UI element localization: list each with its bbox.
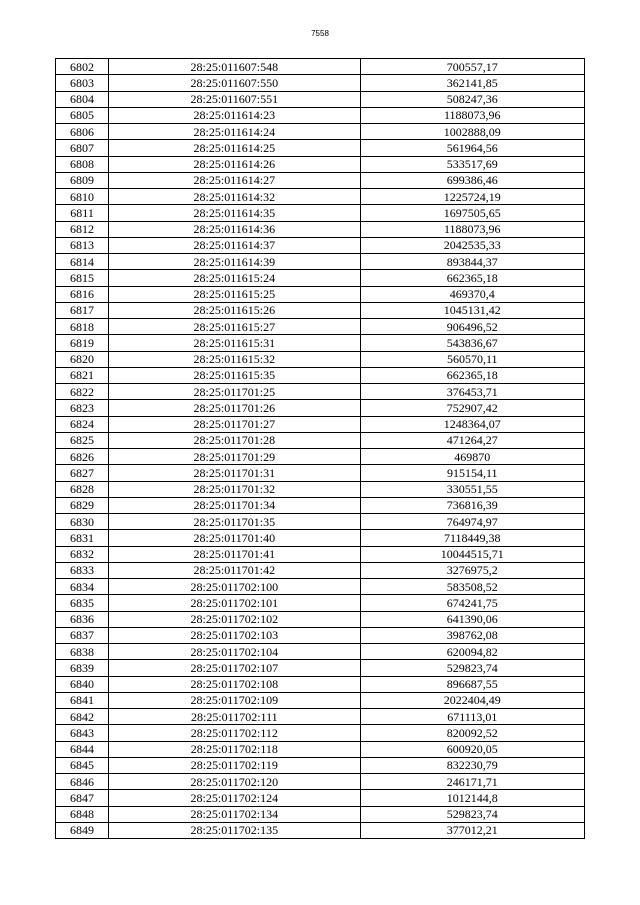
- cadastral-number-cell: 28:25:011701:35: [109, 514, 360, 530]
- cadastral-number-cell: 28:25:011614:35: [109, 205, 360, 221]
- cadastral-number-cell: 28:25:011701:26: [109, 400, 360, 416]
- cadastral-value-cell: 330551,55: [360, 481, 584, 497]
- cadastral-number-cell: 28:25:011614:36: [109, 221, 360, 237]
- row-number-cell: 6806: [56, 124, 109, 140]
- table-row: [56, 676, 585, 692]
- table-row: [56, 806, 585, 822]
- table-row: [56, 400, 585, 416]
- table-row: [56, 140, 585, 156]
- cadastral-value-cell: 7118449,38: [360, 530, 584, 546]
- table-row: [56, 595, 585, 611]
- table-row: [56, 660, 585, 676]
- cadastral-value-cell: 469370,4: [360, 286, 584, 302]
- table-row: [56, 611, 585, 627]
- row-number-cell: 6821: [56, 367, 109, 383]
- table-row: [56, 481, 585, 497]
- cadastral-value-cell: 820092,52: [360, 725, 584, 741]
- table-row: [56, 107, 585, 123]
- row-number-cell: 6807: [56, 140, 109, 156]
- row-number-cell: 6812: [56, 221, 109, 237]
- cadastral-number-cell: 28:25:011607:550: [109, 75, 360, 91]
- table-row: [56, 774, 585, 790]
- table-row: [56, 627, 585, 643]
- cadastral-number-cell: 28:25:011701:29: [109, 449, 360, 465]
- cadastral-number-cell: 28:25:011615:27: [109, 319, 360, 335]
- cadastral-value-cell: 362141,85: [360, 75, 584, 91]
- cadastral-number-cell: 28:25:011614:24: [109, 124, 360, 140]
- cadastral-number-cell: 28:25:011702:109: [109, 692, 360, 708]
- row-number-cell: 6827: [56, 465, 109, 481]
- cadastral-number-cell: 28:25:011607:551: [109, 91, 360, 107]
- table-row: [56, 319, 585, 335]
- cadastral-number-cell: 28:25:011614:25: [109, 140, 360, 156]
- row-number-cell: 6822: [56, 384, 109, 400]
- table-row: [56, 725, 585, 741]
- cadastral-value-cell: 471264,27: [360, 432, 584, 448]
- table-row: [56, 335, 585, 351]
- row-number-cell: 6835: [56, 595, 109, 611]
- cadastral-value-cell: 893844,37: [360, 254, 584, 270]
- row-number-cell: 6845: [56, 757, 109, 773]
- row-number-cell: 6819: [56, 335, 109, 351]
- cadastral-value-cell: 662365,18: [360, 270, 584, 286]
- cadastral-value-cell: 700557,17: [360, 59, 584, 75]
- table-row: [56, 189, 585, 205]
- row-number-cell: 6840: [56, 676, 109, 692]
- row-number-cell: 6842: [56, 709, 109, 725]
- row-number-cell: 6803: [56, 75, 109, 91]
- page-number: 7558: [311, 29, 329, 38]
- cadastral-number-cell: 28:25:011702:102: [109, 611, 360, 627]
- cadastral-value-cell: 641390,06: [360, 611, 584, 627]
- cadastral-value-cell: 529823,74: [360, 806, 584, 822]
- row-number-cell: 6813: [56, 237, 109, 253]
- row-number-cell: 6823: [56, 400, 109, 416]
- table-row: [56, 205, 585, 221]
- table-row: [56, 514, 585, 530]
- cadastral-value-cell: 1012144,8: [360, 790, 584, 806]
- cadastral-value-cell: 1697505,65: [360, 205, 584, 221]
- table-row: [56, 449, 585, 465]
- row-number-cell: 6830: [56, 514, 109, 530]
- cadastral-number-cell: 28:25:011615:24: [109, 270, 360, 286]
- cadastral-value-cell: 764974,97: [360, 514, 584, 530]
- row-number-cell: 6844: [56, 741, 109, 757]
- cadastral-value-cell: 560570,11: [360, 351, 584, 367]
- cadastral-value-cell: 736816,39: [360, 497, 584, 513]
- cadastral-number-cell: 28:25:011702:112: [109, 725, 360, 741]
- cadastral-number-cell: 28:25:011615:31: [109, 335, 360, 351]
- table-row: [56, 432, 585, 448]
- cadastral-value-cell: 376453,71: [360, 384, 584, 400]
- table-row: [56, 546, 585, 562]
- cadastral-value-cell: 1002888,09: [360, 124, 584, 140]
- cadastral-number-cell: 28:25:011701:34: [109, 497, 360, 513]
- table-row: [56, 741, 585, 757]
- table-row: [56, 91, 585, 107]
- cadastral-number-cell: 28:25:011701:41: [109, 546, 360, 562]
- table-body: [56, 59, 585, 839]
- table-row: [56, 790, 585, 806]
- cadastral-number-cell: 28:25:011701:28: [109, 432, 360, 448]
- table-row: [56, 59, 585, 75]
- table-row: [56, 124, 585, 140]
- row-number-cell: 6805: [56, 107, 109, 123]
- cadastral-value-cell: 671113,01: [360, 709, 584, 725]
- cadastral-number-cell: 28:25:011614:39: [109, 254, 360, 270]
- table-row: [56, 709, 585, 725]
- row-number-cell: 6833: [56, 562, 109, 578]
- cadastral-value-cell: 508247,36: [360, 91, 584, 107]
- row-number-cell: 6841: [56, 692, 109, 708]
- table-row: [56, 75, 585, 91]
- table-row: [56, 562, 585, 578]
- row-number-cell: 6816: [56, 286, 109, 302]
- row-number-cell: 6837: [56, 627, 109, 643]
- cadastral-number-cell: 28:25:011614:26: [109, 156, 360, 172]
- table-row: [56, 757, 585, 773]
- cadastral-number-cell: 28:25:011701:40: [109, 530, 360, 546]
- table-row: [56, 644, 585, 660]
- cadastral-value-cell: 1188073,96: [360, 107, 584, 123]
- row-number-cell: 6829: [56, 497, 109, 513]
- cadastral-value-cell: 1225724,19: [360, 189, 584, 205]
- row-number-cell: 6847: [56, 790, 109, 806]
- cadastral-value-cell: 543836,67: [360, 335, 584, 351]
- cadastral-number-cell: 28:25:011702:120: [109, 774, 360, 790]
- row-number-cell: 6846: [56, 774, 109, 790]
- cadastral-value-cell: 699386,46: [360, 172, 584, 188]
- row-number-cell: 6825: [56, 432, 109, 448]
- cadastral-number-cell: 28:25:011702:118: [109, 741, 360, 757]
- row-number-cell: 6817: [56, 302, 109, 318]
- cadastral-value-cell: 752907,42: [360, 400, 584, 416]
- cadastral-value-cell: 3276975,2: [360, 562, 584, 578]
- cadastral-value-cell: 662365,18: [360, 367, 584, 383]
- cadastral-value-cell: 529823,74: [360, 660, 584, 676]
- cadastral-number-cell: 28:25:011702:124: [109, 790, 360, 806]
- cadastral-value-cell: 2022404,49: [360, 692, 584, 708]
- row-number-cell: 6814: [56, 254, 109, 270]
- cadastral-number-cell: 28:25:011701:42: [109, 562, 360, 578]
- table-row: [56, 530, 585, 546]
- cadastral-number-cell: 28:25:011702:134: [109, 806, 360, 822]
- table-row: [56, 302, 585, 318]
- cadastral-number-cell: 28:25:011702:104: [109, 644, 360, 660]
- table-row: [56, 497, 585, 513]
- cadastral-value-cell: 906496,52: [360, 319, 584, 335]
- cadastral-value-cell: 896687,55: [360, 676, 584, 692]
- table-row: [56, 156, 585, 172]
- row-number-cell: 6832: [56, 546, 109, 562]
- cadastral-number-cell: 28:25:011614:32: [109, 189, 360, 205]
- cadastral-number-cell: 28:25:011607:548: [109, 59, 360, 75]
- table-row: [56, 254, 585, 270]
- table-row: [56, 221, 585, 237]
- row-number-cell: 6848: [56, 806, 109, 822]
- table-row: [56, 692, 585, 708]
- table-row: [56, 270, 585, 286]
- cadastral-number-cell: 28:25:011702:108: [109, 676, 360, 692]
- cadastral-number-cell: 28:25:011701:31: [109, 465, 360, 481]
- row-number-cell: 6824: [56, 416, 109, 432]
- cadastral-number-cell: 28:25:011615:25: [109, 286, 360, 302]
- row-number-cell: 6834: [56, 579, 109, 595]
- cadastral-value-cell: 561964,56: [360, 140, 584, 156]
- cadastral-number-cell: 28:25:011615:35: [109, 367, 360, 383]
- row-number-cell: 6811: [56, 205, 109, 221]
- cadastral-number-cell: 28:25:011702:119: [109, 757, 360, 773]
- row-number-cell: 6836: [56, 611, 109, 627]
- row-number-cell: 6808: [56, 156, 109, 172]
- table-row: [56, 367, 585, 383]
- cadastral-number-cell: 28:25:011614:37: [109, 237, 360, 253]
- cadastral-value-cell: 469870: [360, 449, 584, 465]
- row-number-cell: 6831: [56, 530, 109, 546]
- table-row: [56, 384, 585, 400]
- cadastral-number-cell: 28:25:011701:27: [109, 416, 360, 432]
- cadastral-value-cell: 1248364,07: [360, 416, 584, 432]
- table-row: [56, 465, 585, 481]
- table-row: [56, 579, 585, 595]
- cadastral-value-table: [55, 58, 585, 839]
- cadastral-value-cell: 533517,69: [360, 156, 584, 172]
- cadastral-value-cell: 583508,52: [360, 579, 584, 595]
- row-number-cell: 6839: [56, 660, 109, 676]
- row-number-cell: 6818: [56, 319, 109, 335]
- cadastral-value-cell: 1045131,42: [360, 302, 584, 318]
- cadastral-value-cell: 915154,11: [360, 465, 584, 481]
- cadastral-value-cell: 1188073,96: [360, 221, 584, 237]
- cadastral-value-cell: 674241,75: [360, 595, 584, 611]
- cadastral-number-cell: 28:25:011615:32: [109, 351, 360, 367]
- table-row: [56, 416, 585, 432]
- row-number-cell: 6820: [56, 351, 109, 367]
- cadastral-value-cell: 2042535,33: [360, 237, 584, 253]
- row-number-cell: 6809: [56, 172, 109, 188]
- cadastral-value-cell: 620094,82: [360, 644, 584, 660]
- cadastral-value-cell: 246171,71: [360, 774, 584, 790]
- cadastral-number-cell: 28:25:011615:26: [109, 302, 360, 318]
- row-number-cell: 6804: [56, 91, 109, 107]
- cadastral-number-cell: 28:25:011701:32: [109, 481, 360, 497]
- cadastral-value-cell: 10044515,71: [360, 546, 584, 562]
- row-number-cell: 6838: [56, 644, 109, 660]
- cadastral-value-cell: 377012,21: [360, 822, 584, 838]
- cadastral-number-cell: 28:25:011702:100: [109, 579, 360, 595]
- row-number-cell: 6849: [56, 822, 109, 838]
- cadastral-number-cell: 28:25:011702:111: [109, 709, 360, 725]
- cadastral-value-cell: 600920,05: [360, 741, 584, 757]
- table-row: [56, 237, 585, 253]
- cadastral-number-cell: 28:25:011702:107: [109, 660, 360, 676]
- table-row: [56, 822, 585, 838]
- cadastral-number-cell: 28:25:011702:103: [109, 627, 360, 643]
- cadastral-number-cell: 28:25:011702:101: [109, 595, 360, 611]
- row-number-cell: 6810: [56, 189, 109, 205]
- table-row: [56, 286, 585, 302]
- cadastral-number-cell: 28:25:011702:135: [109, 822, 360, 838]
- row-number-cell: 6843: [56, 725, 109, 741]
- table-row: [56, 172, 585, 188]
- row-number-cell: 6828: [56, 481, 109, 497]
- cadastral-value-cell: 832230,79: [360, 757, 584, 773]
- row-number-cell: 6826: [56, 449, 109, 465]
- cadastral-value-cell: 398762,08: [360, 627, 584, 643]
- row-number-cell: 6815: [56, 270, 109, 286]
- cadastral-number-cell: 28:25:011701:25: [109, 384, 360, 400]
- row-number-cell: 6802: [56, 59, 109, 75]
- cadastral-number-cell: 28:25:011614:23: [109, 107, 360, 123]
- cadastral-number-cell: 28:25:011614:27: [109, 172, 360, 188]
- table-row: [56, 351, 585, 367]
